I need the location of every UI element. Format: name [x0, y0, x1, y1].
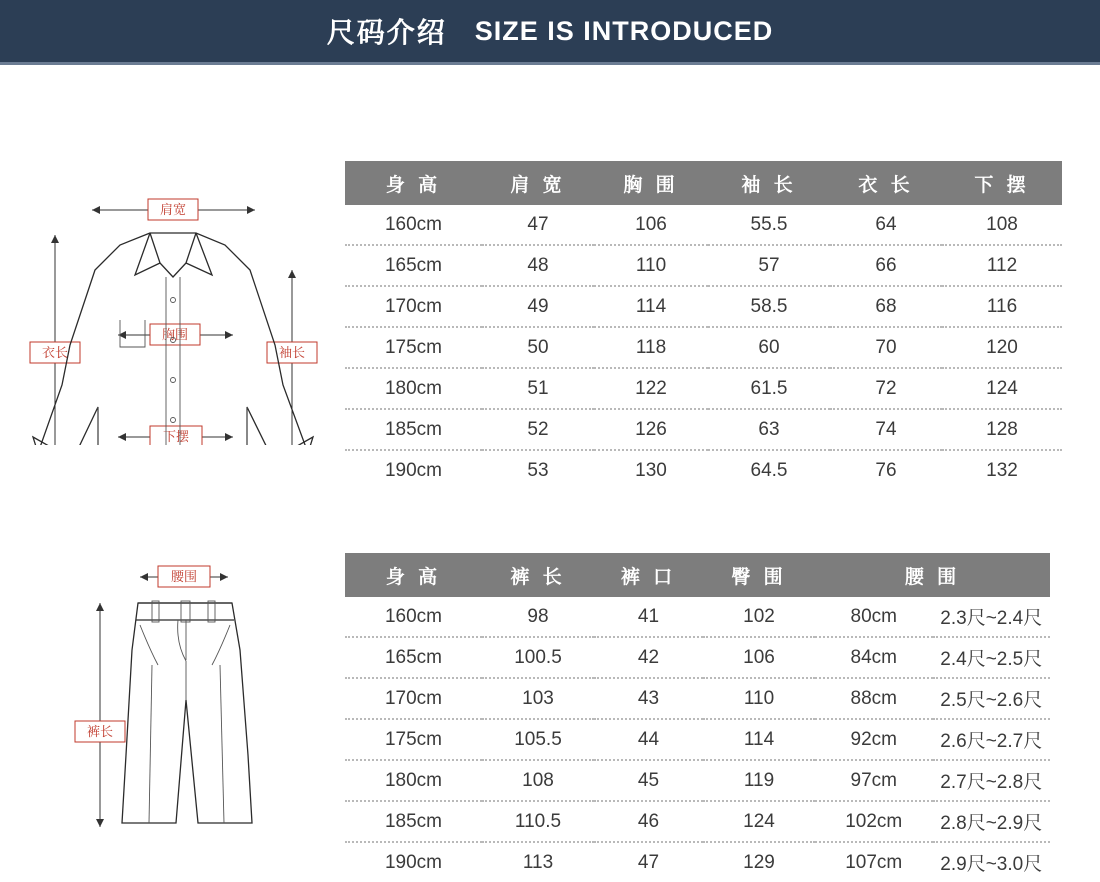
- cell: 160cm: [345, 597, 482, 637]
- cell: 57: [708, 245, 830, 286]
- cell: 185cm: [345, 409, 482, 450]
- jacket-diagram-svg: [0, 85, 345, 445]
- jacket-th-0: 身 高: [345, 161, 482, 205]
- jacket-label-sleeve: 袖长: [278, 345, 306, 360]
- cell: 55.5: [708, 205, 830, 245]
- table-row: [345, 760, 1050, 801]
- cell: 114: [703, 719, 815, 760]
- cell: 53: [482, 450, 594, 490]
- cell: 66: [830, 245, 942, 286]
- cell: 130: [594, 450, 708, 490]
- page-content: [0, 65, 1100, 875]
- cell: 108: [942, 205, 1062, 245]
- jacket-th-1: 肩 宽: [482, 161, 594, 205]
- cell: 2.8尺~2.9尺: [933, 801, 1051, 842]
- pants-label-waist: 腰围: [170, 569, 198, 584]
- pants-table-body: [345, 597, 1050, 882]
- cell: 110: [594, 245, 708, 286]
- cell: 107cm: [815, 842, 933, 882]
- cell: 48: [482, 245, 594, 286]
- cell: 170cm: [345, 286, 482, 327]
- cell: 190cm: [345, 842, 482, 882]
- pants-section: [0, 475, 1100, 875]
- cell: 47: [482, 205, 594, 245]
- cell: 63: [708, 409, 830, 450]
- cell: 64.5: [708, 450, 830, 490]
- pants-size-table: [345, 553, 1050, 882]
- cell: 88cm: [815, 678, 933, 719]
- cell: 74: [830, 409, 942, 450]
- table-row: [345, 409, 1062, 450]
- table-row: [345, 597, 1050, 637]
- pants-th-2: 裤 口: [594, 553, 703, 597]
- cell: 47: [594, 842, 703, 882]
- cell: 102: [703, 597, 815, 637]
- cell: 108: [482, 760, 594, 801]
- table-row: [345, 719, 1050, 760]
- jacket-figure: [0, 85, 345, 445]
- cell: 2.9尺~3.0尺: [933, 842, 1051, 882]
- cell: 190cm: [345, 450, 482, 490]
- cell: 175cm: [345, 327, 482, 368]
- cell: 175cm: [345, 719, 482, 760]
- cell: 165cm: [345, 637, 482, 678]
- cell: 58.5: [708, 286, 830, 327]
- cell: 84cm: [815, 637, 933, 678]
- cell: 129: [703, 842, 815, 882]
- page-title-en: SIZE IS INTRODUCED: [474, 15, 774, 46]
- cell: 102cm: [815, 801, 933, 842]
- jacket-table-body: [345, 205, 1062, 490]
- cell: 45: [594, 760, 703, 801]
- page-title-cn: 尺码介绍: [326, 17, 447, 48]
- table-row: [345, 205, 1062, 245]
- cell: 49: [482, 286, 594, 327]
- cell: 2.6尺~2.7尺: [933, 719, 1051, 760]
- cell: 61.5: [708, 368, 830, 409]
- jacket-label-length: 衣长: [41, 345, 69, 360]
- cell: 170cm: [345, 678, 482, 719]
- cell: 185cm: [345, 801, 482, 842]
- cell: 100.5: [482, 637, 594, 678]
- cell: 41: [594, 597, 703, 637]
- cell: 51: [482, 368, 594, 409]
- jacket-table-container: [345, 85, 1065, 481]
- jacket-label-hem: 下摆: [162, 429, 190, 444]
- cell: 106: [594, 205, 708, 245]
- cell: 124: [703, 801, 815, 842]
- pants-label-length: 裤长: [86, 724, 114, 739]
- cell: 180cm: [345, 368, 482, 409]
- cell: 50: [482, 327, 594, 368]
- cell: 64: [830, 205, 942, 245]
- table-row: [345, 801, 1050, 842]
- jacket-label-chest: 胸围: [161, 327, 189, 342]
- cell: 105.5: [482, 719, 594, 760]
- cell: 52: [482, 409, 594, 450]
- table-row: [345, 842, 1050, 882]
- cell: 110.5: [482, 801, 594, 842]
- cell: 42: [594, 637, 703, 678]
- jacket-th-5: 下 摆: [942, 161, 1062, 205]
- pants-th-4: 腰 围: [815, 553, 1050, 597]
- cell: 2.5尺~2.6尺: [933, 678, 1051, 719]
- cell: 124: [942, 368, 1062, 409]
- table-header-row: [345, 553, 1050, 597]
- cell: 2.3尺~2.4尺: [933, 597, 1051, 637]
- cell: 112: [942, 245, 1062, 286]
- cell: 114: [594, 286, 708, 327]
- cell: 46: [594, 801, 703, 842]
- page-header: [0, 0, 1100, 65]
- cell: 113: [482, 842, 594, 882]
- jacket-size-table: [345, 161, 1062, 490]
- cell: 98: [482, 597, 594, 637]
- cell: 72: [830, 368, 942, 409]
- cell: 97cm: [815, 760, 933, 801]
- pants-th-3: 臀 围: [703, 553, 815, 597]
- cell: 44: [594, 719, 703, 760]
- table-row: [345, 678, 1050, 719]
- cell: 92cm: [815, 719, 933, 760]
- cell: 128: [942, 409, 1062, 450]
- table-row: [345, 368, 1062, 409]
- table-row: [345, 245, 1062, 286]
- table-row: [345, 327, 1062, 368]
- pants-table-container: [345, 475, 1065, 875]
- jacket-section: [0, 85, 1100, 481]
- cell: 110: [703, 678, 815, 719]
- jacket-label-shoulder: 肩宽: [159, 202, 187, 217]
- cell: 132: [942, 450, 1062, 490]
- cell: 76: [830, 450, 942, 490]
- jacket-th-2: 胸 围: [594, 161, 708, 205]
- cell: 43: [594, 678, 703, 719]
- cell: 122: [594, 368, 708, 409]
- cell: 2.4尺~2.5尺: [933, 637, 1051, 678]
- table-header-row: [345, 161, 1062, 205]
- jacket-th-4: 衣 长: [830, 161, 942, 205]
- cell: 103: [482, 678, 594, 719]
- cell: 80cm: [815, 597, 933, 637]
- cell: 160cm: [345, 205, 482, 245]
- cell: 2.7尺~2.8尺: [933, 760, 1051, 801]
- cell: 70: [830, 327, 942, 368]
- cell: 120: [942, 327, 1062, 368]
- cell: 118: [594, 327, 708, 368]
- cell: 60: [708, 327, 830, 368]
- cell: 68: [830, 286, 942, 327]
- cell: 180cm: [345, 760, 482, 801]
- table-row: [345, 286, 1062, 327]
- jacket-th-3: 袖 长: [708, 161, 830, 205]
- pants-th-1: 裤 长: [482, 553, 594, 597]
- cell: 116: [942, 286, 1062, 327]
- cell: 106: [703, 637, 815, 678]
- pants-figure: [0, 475, 345, 837]
- pants-diagram-svg: [0, 475, 345, 837]
- cell: 126: [594, 409, 708, 450]
- pants-th-0: 身 高: [345, 553, 482, 597]
- cell: 119: [703, 760, 815, 801]
- cell: 165cm: [345, 245, 482, 286]
- table-row: [345, 637, 1050, 678]
